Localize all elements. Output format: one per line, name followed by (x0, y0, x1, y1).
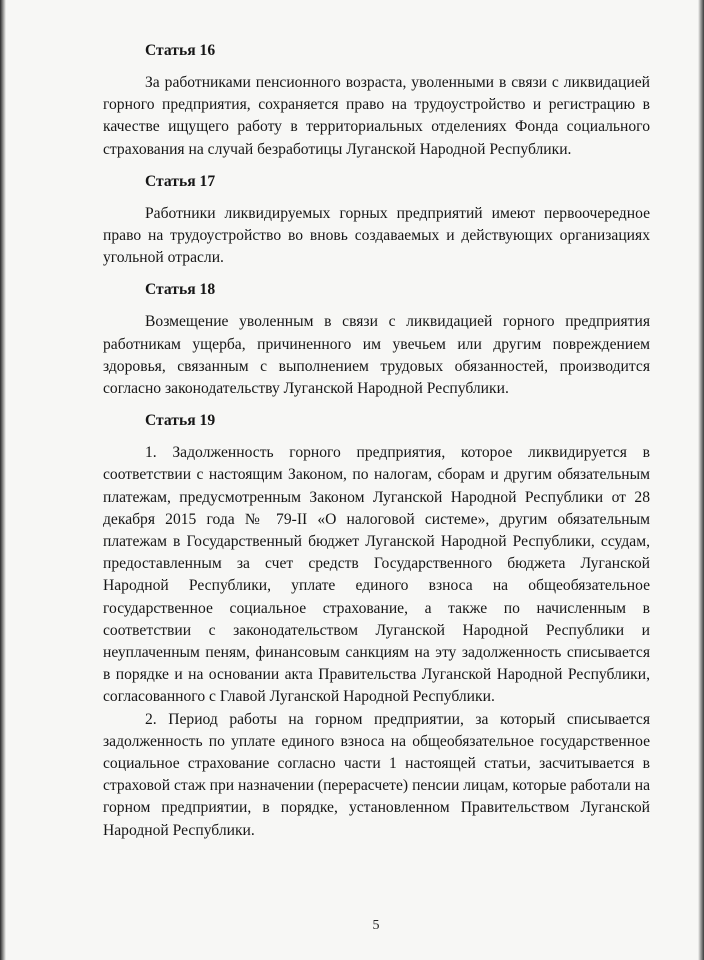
article-17 (103, 171, 650, 270)
article-18 (103, 279, 650, 400)
page-edge-shadow-left (0, 0, 6, 960)
article-16 (103, 40, 650, 161)
article-heading: Статья 16 (145, 42, 216, 59)
page-number: 5 (372, 918, 380, 933)
article-heading: Статья 17 (145, 172, 216, 190)
article-paragraph: За работниками пенсионного возраста, уволенными в связи с ликвидацией горного предприятия, сохраняется право на трудоустройство и регистрацию в качестве ищущего работу в территориальных отделениях Фонда социального страхования на случай безработицы Луганской Народной Республики. (103, 74, 650, 158)
article-heading: Статья 19 (145, 412, 216, 430)
article-paragraph: 1. Задолженность горного предприятия, которое ликвидируется в соответствии с настоящим Законом, по налогам, сборам и другим обязательным платежам, предусмотренным Законом Луганской Народной Республики от 28 декабря 2015 года № 79-II «О налоговой системе», другим обязательным платежам в Государственный бюджет Луганской Народной Республики, ссудам, предоставленным за счет средств Государственного бюджета Луганской Народной Республики, уплате единого взноса на общеобязательное государственное социальное страхование, а также по начисленным в соответствии с законодательством Луганской Народной Республики и неуплаченным пеням, финансовым санкциям на эту задолженность списывается в порядке и на основании акта Правительства Луганской Народной Республики, согласованного с Главой Луганской Народной Республики. (103, 444, 650, 706)
page-edge-shadow-right (698, 0, 704, 960)
article-paragraph: Работники ликвидируемых горных предприятий имеют первоочередное право на трудоустройство во вновь создаваемых и действующих организациях угольной отрасли. (103, 204, 650, 267)
document-page (103, 40, 650, 842)
article-heading: Статья 18 (145, 281, 216, 299)
article-19 (103, 410, 650, 842)
article-paragraph: Возмещение уволенным в связи с ликвидацией горного предприятия работникам ущерба, причиненного им увечьем или другим повреждением здоровья, связанным с выполнением трудовых обязанностей, производится согласно законодательству Луганской Народной Республики. (103, 313, 650, 398)
article-paragraph: 2. Период работы на горном предприятии, за который списывается задолженность по уплате единого взноса на общеобязательное государственное социальное страхование согласно части 1 настоящей статьи, засчитывается в страховой стаж при назначении (перерасчете) пенсии лицам, которые работали на горном предприятии, в порядке, установленном Правительством Луганской Народной Республики. (103, 710, 650, 839)
